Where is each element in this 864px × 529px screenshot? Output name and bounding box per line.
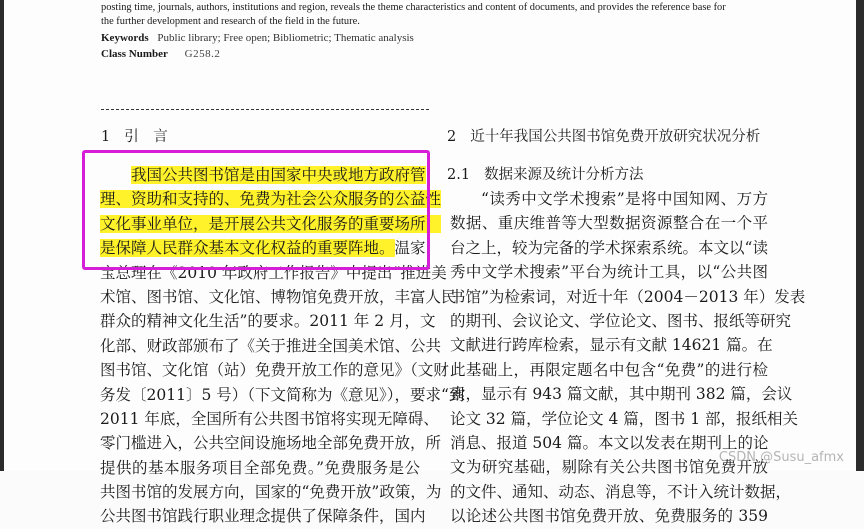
body-line: 索，显示有 943 篇文献，其中期刊 382 篇，会议 bbox=[450, 385, 793, 404]
abstract-line-1: posting time, journals, authors, institutions and region, reveals the theme characteristics and content of documents, and provides the reference base for bbox=[101, 2, 726, 13]
keywords-value: Public library; Free open; Bibliometric; Thematic analysis bbox=[157, 32, 414, 44]
class-number-row bbox=[101, 48, 220, 60]
body-line: 以论述公共图书馆免费开放、免费服务的 359 bbox=[450, 507, 768, 526]
class-number-value: G258.2 bbox=[184, 48, 221, 60]
window-frame-right bbox=[856, 0, 864, 471]
section-1-heading bbox=[101, 125, 168, 146]
body-line: 此基础上，再限定题名中包含“免费”的进行检 bbox=[450, 360, 768, 379]
body-line: 文为研究基础，剔除有关公共图书馆免费开放 bbox=[450, 458, 768, 477]
body-line: “读秀中文学术搜索”是将中国知网、万方 bbox=[481, 190, 768, 208]
keywords-label: Keywords bbox=[101, 32, 149, 44]
section-2-heading bbox=[447, 125, 760, 146]
body-line: 提供的基本服务项目全部免费。”免费服务是公 bbox=[100, 458, 420, 477]
text-tail: 温家 bbox=[394, 239, 426, 258]
class-number-label: Class Number bbox=[101, 48, 168, 60]
highlighted-line: 理、资助和支持的、免费为社会公众服务的公益性 bbox=[100, 190, 442, 209]
watermark: CSDN @Susu_afmx bbox=[718, 450, 844, 465]
body-line: 务发〔2011〕5 号）（下文简称为《意见》），要求“到 bbox=[100, 385, 465, 404]
keywords-row bbox=[101, 32, 414, 44]
body-line: 公共图书馆践行职业理念提供了保障条件，国内 bbox=[100, 507, 426, 526]
abstract-line-2: the further development and research of the field in the future. bbox=[101, 16, 360, 27]
section-2-1-heading bbox=[447, 163, 644, 184]
section-divider bbox=[101, 109, 429, 110]
highlighted-line: 文化事业单位，是开展公共文化服务的重要场所， bbox=[100, 214, 442, 233]
body-line: 宝总理在《2010 年政府工作报告》中提出“推进美 bbox=[100, 263, 447, 282]
section-1-title: 引 言 bbox=[124, 129, 168, 145]
section-2-title: 近十年我国公共图书馆免费开放研究状况分析 bbox=[470, 129, 761, 145]
body-line: 化部、财政部颁布了《关于推进全国美术馆、公共 bbox=[100, 336, 442, 355]
body-line: 台之上，较为完备的学术探索系统。本文以“读 bbox=[450, 238, 768, 257]
highlighted-line: 我国公共图书馆是由国家中央或地方政府管 bbox=[131, 166, 426, 184]
body-line: 零门槛进入，公共空间设施场地全部免费开放，所 bbox=[100, 434, 442, 453]
body-line: 消息、报道 504 篇。本文以发表在期刊上的论 bbox=[450, 433, 769, 452]
body-line: 的文件、通知、动态、消息等，不计入统计数据， bbox=[450, 482, 792, 501]
section-2-1-number: 2.1 bbox=[447, 167, 471, 183]
section-2-1-title: 数据来源及统计分析方法 bbox=[484, 167, 644, 183]
body-line: 2011 年底，全国所有公共图书馆将实现无障碍、 bbox=[100, 409, 439, 428]
body-line: 的期刊、会议论文、学位论文、图书、报纸等研究 bbox=[450, 311, 792, 330]
highlighted-line: 是保障人民群众基本文化权益的重要阵地。温家 bbox=[100, 239, 426, 258]
body-line: 秀中文学术搜索”平台为统计工具，以“公共图 bbox=[450, 263, 768, 282]
body-line: 共图书馆的发展方向，国家的“免费开放”政策，为 bbox=[100, 483, 442, 502]
body-line: 文献进行跨库检索，显示有文献 14621 篇。在 bbox=[450, 336, 773, 355]
body-line: 群众的精神文化生活”的要求。2011 年 2 月，文 bbox=[100, 312, 436, 331]
body-line: 数据、重庆维普等大型数据资源整合在一个平 bbox=[450, 214, 768, 233]
document-page bbox=[4, 0, 856, 526]
body-line: 术馆、图书馆、文化馆、博物馆免费开放，丰富人民 bbox=[100, 287, 457, 306]
body-line: 图书馆、文化馆（站）免费开放工作的意见》（文财 bbox=[100, 361, 449, 380]
section-1-number: 1 bbox=[101, 129, 111, 145]
section-2-number: 2 bbox=[447, 129, 457, 145]
body-line: 书馆”为检索词，对近十年（2004－2013 年）发表 bbox=[450, 287, 806, 306]
body-line: 论文 32 篇，学位论文 4 篇，图书 1 部，报纸相关 bbox=[450, 409, 799, 428]
